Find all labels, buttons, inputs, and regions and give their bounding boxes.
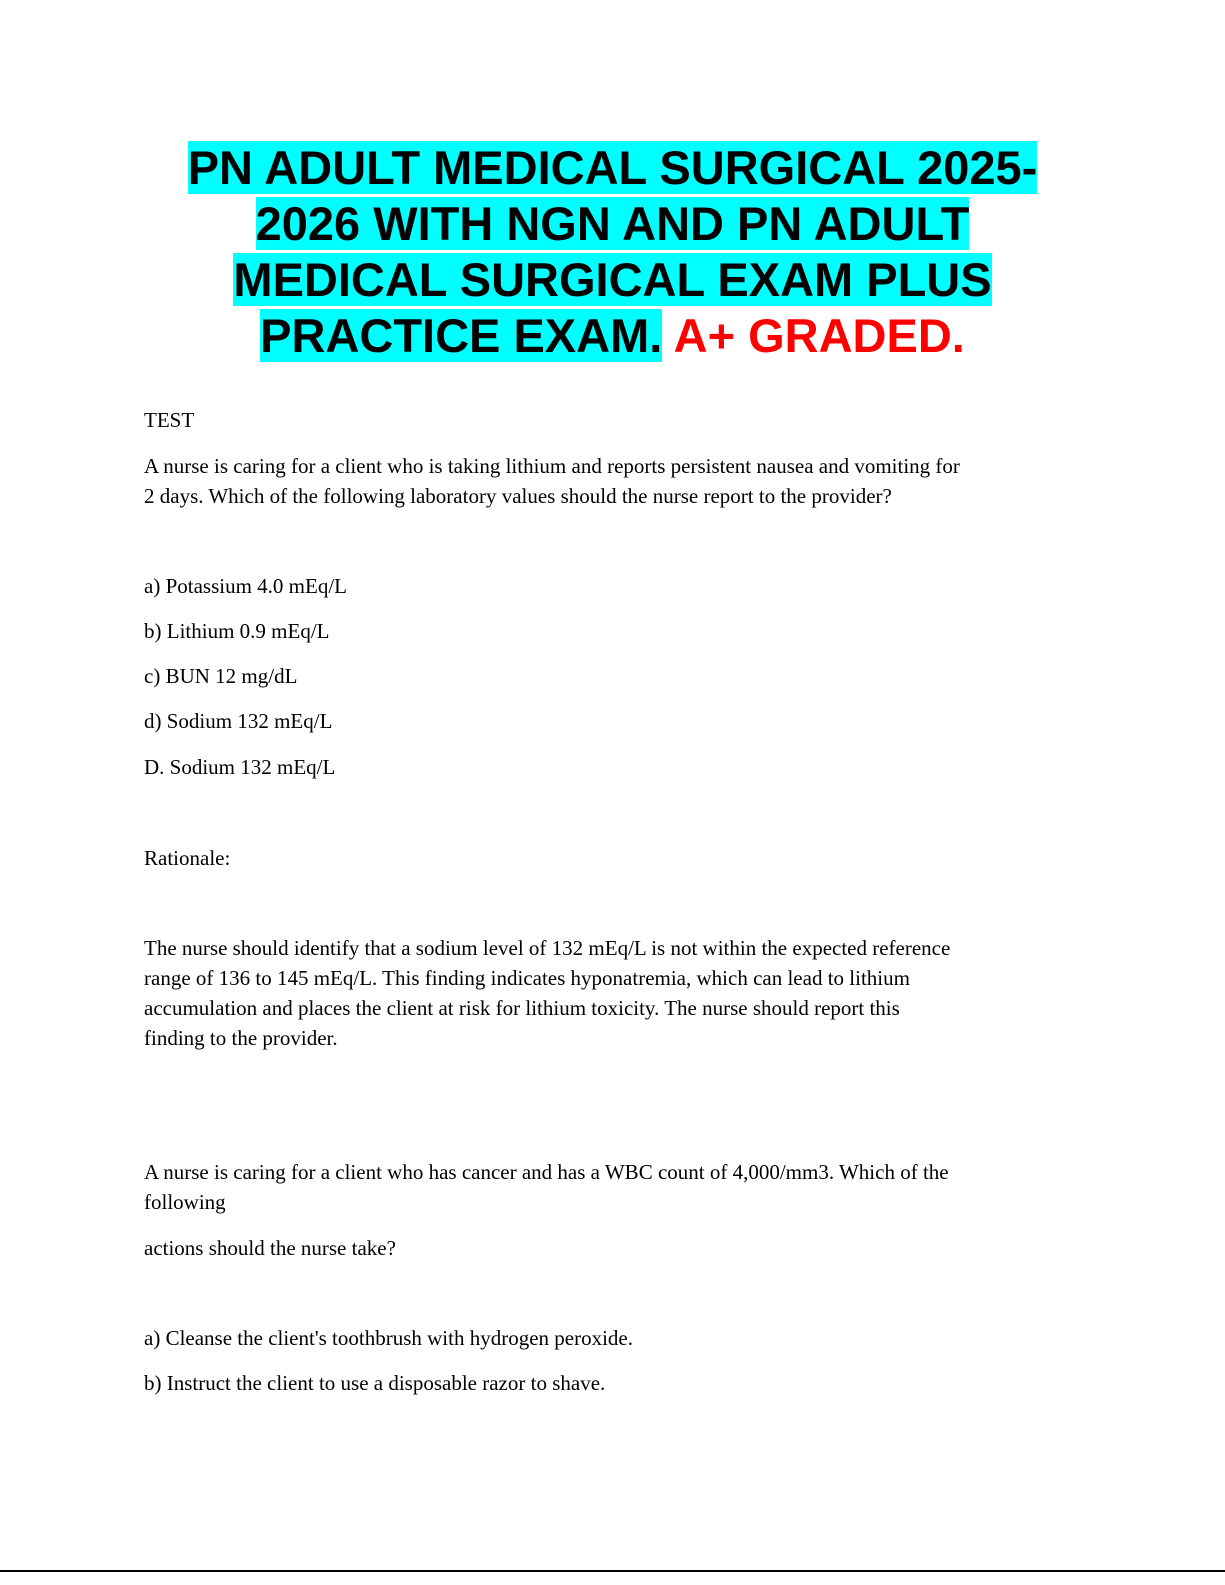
question-1-option-a: a) Potassium 4.0 mEq/L	[144, 574, 347, 598]
question-2-option-a: a) Cleanse the client's toothbrush with hydrogen peroxide.	[144, 1326, 633, 1350]
question-2-stem: A nurse is caring for a client who has cancer and has a WBC count of 4,000/mm3. Which of the following	[144, 1160, 949, 1214]
section-label: TEST	[144, 408, 195, 432]
graded-label: A+ GRADED.	[673, 309, 965, 362]
question-1-option-b: b) Lithium 0.9 mEq/L	[144, 619, 330, 643]
title-line-3: MEDICAL SURGICAL EXAM PLUS	[233, 253, 992, 306]
question-1-option-c: c) BUN 12 mg/dL	[144, 664, 298, 688]
title-line-2: 2026 WITH NGN AND PN ADULT	[255, 197, 970, 250]
document-title	[130, 140, 1095, 364]
title-line-1: PN ADULT MEDICAL SURGICAL 2025-	[187, 141, 1038, 194]
page-bottom-border	[0, 1570, 1225, 1572]
rationale-label: Rationale:	[144, 846, 231, 870]
question-1-option-d: d) Sodium 132 mEq/L	[144, 709, 333, 733]
question-1-answer: D. Sodium 132 mEq/L	[144, 755, 336, 779]
question-1-stem: A nurse is caring for a client who is taking lithium and reports persistent nausea and vomiting for 2 days. Which of the following laboratory values should the nurse report to the provider?	[144, 454, 960, 508]
title-line-4: PRACTICE EXAM. A+ GRADED.	[260, 309, 965, 362]
rationale-text: The nurse should identify that a sodium level of 132 mEq/L is not within the expected reference range of 136 to 145 mEq/L. This finding indicates hyponatremia, which can lead to lithium accumulation and places the client at risk for lithium toxicity. The nurse should report this finding to the provider.	[144, 936, 951, 1050]
question-2-option-b: b) Instruct the client to use a disposable razor to shave.	[144, 1371, 606, 1395]
question-2-stem-continued: actions should the nurse take?	[144, 1236, 396, 1260]
